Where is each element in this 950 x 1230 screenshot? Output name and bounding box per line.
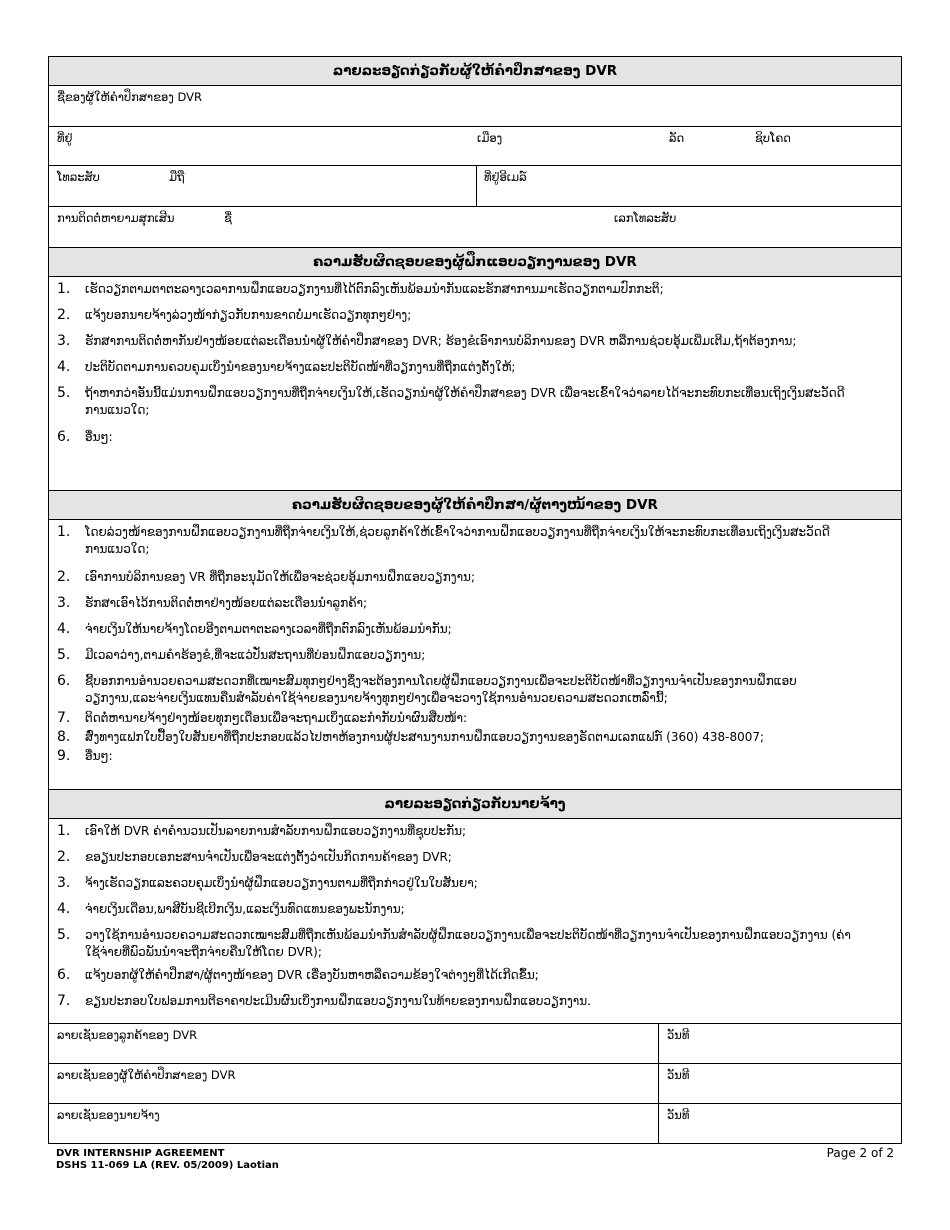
- list-item: [49, 359, 901, 385]
- phone-divider: [476, 166, 477, 206]
- item-number: 5.: [57, 385, 71, 401]
- item-number: 9.: [57, 748, 71, 764]
- item-text: ສົ່ງທາງແຟກໃບປື້ອງໃບສັນຍາທີ່ຖືກປະກອບແລ້ວໄປຫາຫ້ອງການຜູ້ປະສານງານການຝຶກແອບວຽກງານຂອງຣັດຕາມເລກແຟກ໌ (360) 438-8007;: [85, 730, 765, 744]
- item-number: 2.: [57, 307, 71, 323]
- signature-divider: [658, 1064, 659, 1103]
- list-item: [49, 993, 901, 1013]
- phone-row: [49, 166, 901, 207]
- employer-signature-row[interactable]: [49, 1104, 901, 1143]
- state-label: ລັດ: [669, 131, 685, 145]
- list-item: [49, 524, 901, 569]
- item-text: ມີເວລາວ່າງ,ຕາມຄຳຮ້ອງຂໍ,ທີ່ຈະແວ່ປັ່ນສະຖານທີ່ບ່ອນຝຶກແອບວຽກງານ;: [85, 648, 426, 662]
- item-text: ຕິດຕໍ່ຫານາຍຈ້າງຢ່າງໜ້ອຍທຸກໆເດືອນເພື່ອຈະຖາມເບິ່ງແລະກຳກັບນຳຜົນສືບໜ້າ:: [85, 711, 468, 725]
- counselor-signature-label: ລາຍເຊັນຂອງຜູ້ໃຫ້ຄຳປຶກສາຂອງ DVR: [57, 1068, 236, 1082]
- item-number: 3.: [57, 875, 71, 891]
- list-item: [49, 333, 901, 359]
- signature-divider: [658, 1104, 659, 1143]
- item-number: 3.: [57, 333, 71, 349]
- list-item: [49, 595, 901, 621]
- item-text: ອື່ນໆ:: [85, 430, 113, 444]
- list-item[interactable]: [49, 429, 901, 455]
- item-number: 7.: [57, 993, 71, 1009]
- form-title: DVR INTERNSHIP AGREEMENT: [56, 1148, 225, 1159]
- item-number: 1.: [57, 281, 71, 297]
- item-number: 6.: [57, 429, 71, 445]
- list-item: [49, 823, 901, 849]
- list-item: [49, 647, 901, 673]
- counselor-signature-row[interactable]: [49, 1064, 901, 1104]
- item-number: 5.: [57, 647, 71, 663]
- item-number: 1.: [57, 823, 71, 839]
- item-text: ແຈ້ງບອກນາຍຈ້າງລ່ວງໜ້າກ່ຽວກັບການຂາດບໍ່ມາເຮັດວຽກທຸກໆຢ່າງ;: [85, 308, 412, 322]
- item-number: 3.: [57, 595, 71, 611]
- section-counselor-responsibilities-heading: ຄວາມຮັບຜິດຊອບຂອງຜູ້ໃຫ້ຄຳປຶກສາ/ຜູ້ຕາງໜ້າຂອງ DVR: [49, 491, 901, 520]
- cell-label: ມືຖື: [169, 170, 185, 184]
- client-signature-row[interactable]: [49, 1024, 901, 1064]
- list-item: [49, 673, 901, 710]
- employer-responsibilities-list: [49, 819, 901, 1024]
- list-item: [49, 710, 901, 729]
- list-item: [49, 621, 901, 647]
- signature-divider: [658, 1024, 659, 1063]
- list-item: [49, 281, 901, 307]
- item-text: ຂຽນປະກອບໃບຟອມການຕີຣາຄາປະເມີນຜົນເບິ່ງການຝຶກແອບວຽກງານໃນທ້າຍຂອງການຝຶກແອບວຽກງານ.: [85, 994, 591, 1008]
- item-text: ຮັກສາການຕິດຕໍ່ຫາກັນຢ່າງໜ້ອຍແຕ່ລະເດືອນນຳຜູ້ໃຫ້ຄຳປຶກສາຂອງ DVR; ຮ້ອງຂໍເອົາການບໍລິການຂອງ DVR ຫລືການຊ່ວຍອຸ້ມເພີ່ມເຕີມ,ຖ້າຕ້ອງການ;: [85, 334, 797, 348]
- item-number: 2.: [57, 849, 71, 865]
- item-text: ວາງໃຊ້ການອຳນວຍຄວາມສະດວກເໝາະສົມທີ່ຖືກເຫັນພ້ອມນຳກັນສຳລັບຜູ້ຝຶກແອບວຽກງານເພື່ອຈະປະຕິບັດໜ້າທີ່ວຽກງານຈຳເປັນຂອງການຝຶກແອບວຽກງານ (ຄ່າໃຊ້ຈ່າຍທີ່ພົວພັນນຳຈະຖືກຈ່າຍຄືນໃຫ້ໂດຍ DVR);: [85, 928, 851, 959]
- item-text: ເຮັດວຽກຕາມຕາຕະລາງເວລາການຝຶກແອບວຽກງານທີ່ໄດ້ຕົກລົງເຫັນພ້ອມນຳກັນແລະຮັກສາການມາເຮັດວຽກຕາມປົກກະຕິ;: [85, 282, 664, 296]
- item-text: ຖ້າຫາກວ່າອັນນີ້ແມ່ນການຝຶກແອບວຽກງານທີ່ຖືກຈ່າຍເງິນໃຫ້,ເຮັດວຽກນຳຜູ້ໃຫ້ຄຳປຶກສາຂອງ DVR ເພື່ອຈະເຂົ້າໃຈວ່າລາຍໄດ້ຈະກະທົບກະເທືອນເຖິງເງິນສະວັດດີການແນວໃດ;: [85, 386, 845, 417]
- counselor-name-row[interactable]: [49, 86, 901, 127]
- list-item: [49, 307, 901, 333]
- client-date-label: ວັນທີ: [667, 1028, 690, 1042]
- item-text: ເອົາການບໍລິການຂອງ VR ທີ່ຖືກອະນຸມັດໃຫ້ເພື່ອຈະຊ່ວຍອຸ້ມການຝຶກແອບວຽກງານ;: [85, 570, 475, 584]
- item-text: ຊີ້ບອກການອຳນວຍຄວາມສະດວກທີ່ເໝາະສົມທຸກໆຢ່າງຊຶ່ງຈະຕ້ອງການໂດຍຜູ້ຝຶກແອບວຽກງານເພື່ອຈະປະຕິບັດໜ້າທີ່ວຽກງານຈຳເປັນຂອງການຝຶກແອບວຽກງານ,ແລະຈ່າຍເງິນແທນຄືນສຳລັບຄ່າໃຊ້ຈ່າຍຂອງນາຍຈ້າງທຸກໆຢ່າງເພື່ອຈະວາງໃຊ້ການອຳນວຍຄວາມສະດວກເຫລົ່ານີ້;: [85, 674, 797, 705]
- item-number: 7.: [57, 710, 71, 726]
- item-text: ແຈ້ງບອກຜູ້ໃຫ້ຄຳປຶກສາ/ຜູ້ຕາງໜ້າຂອງ DVR ເຣື່ອງບັນຫາຫລືຄວາມຂ້ອງໃຈຕ່າງໆທີ່ໄດ້ເກີດຂຶ້ນ;: [85, 968, 539, 982]
- form-footer: [56, 1148, 279, 1172]
- client-signature-label: ລາຍເຊັນຂອງລູກຄ້າຂອງ DVR: [57, 1028, 198, 1042]
- list-item: [49, 385, 901, 429]
- item-number: 5.: [57, 927, 71, 943]
- item-text: ຮັກສາເອົາໄວ້ການຕິດຕໍ່ຫາຢ່າງໜ້ອຍແຕ່ລະເດືອນນຳລູກຄ້າ;: [85, 596, 368, 610]
- intern-responsibilities-list: [49, 277, 901, 491]
- emergency-name-label: ຊື່: [224, 211, 232, 225]
- zip-label: ຊິບໂຄດ: [755, 131, 791, 145]
- item-number: 1.: [57, 524, 71, 540]
- address-row[interactable]: [49, 127, 901, 166]
- employer-date-label: ວັນທີ: [667, 1108, 690, 1122]
- city-label: ເມືອງ: [477, 131, 503, 145]
- list-item: [49, 849, 901, 875]
- item-text: ຈ້າງເຮັດວຽກແລະຄວບຄຸມເບິ່ງນຳຜູ້ຝຶກແອບວຽກງານຕາມທີ່ຖືກກ່າວຢູ່ໃນໃບສັນຍາ;: [85, 876, 478, 890]
- email-label: ທີ່ຢູ່ອີເມລ໌: [484, 170, 527, 184]
- internship-agreement-form: [48, 56, 902, 1144]
- item-number: 4.: [57, 901, 71, 917]
- page-number: Page 2 of 2: [826, 1146, 894, 1160]
- form-number: DSHS 11-069 LA (REV. 05/2009) Laotian: [56, 1160, 279, 1171]
- section-intern-responsibilities-heading: ຄວາມຮັບຜິດຊອບຂອງຜູ້ຝຶກແອບວຽກງານຂອງ DVR: [49, 248, 901, 277]
- item-number: 4.: [57, 621, 71, 637]
- item-number: 6.: [57, 967, 71, 983]
- item-number: 2.: [57, 569, 71, 585]
- item-number: 4.: [57, 359, 71, 375]
- list-item: [49, 569, 901, 595]
- address-label: ທີ່ຢູ່: [57, 131, 73, 145]
- list-item: [49, 729, 901, 748]
- emergency-phone-label: ເລກໂທລະສັບ: [614, 211, 677, 225]
- list-item: [49, 927, 901, 967]
- emergency-label: ການຕິດຕໍ່ຫາຍາມສຸກເສີນ: [57, 211, 175, 225]
- list-item: [49, 875, 901, 901]
- list-item: [49, 967, 901, 993]
- counselor-responsibilities-list: [49, 520, 901, 790]
- item-text: ເອົາໃຫ້ DVR ຄ່າຄຳນວນເປັນລາຍການສຳລັບການຝຶກແອບວຽກງານທີ່ຊຸບປະກັນ;: [85, 824, 467, 838]
- item-number: 6.: [57, 673, 71, 689]
- item-text: ຂອຽນປະກອບເອກະສານຈຳເປັນເພື່ອຈະແຕ່ງຕັ້ງວ່າເປັນກິດການຄ້າຂອງ DVR;: [85, 850, 452, 864]
- phone-label: ໂທລະສັບ: [57, 170, 100, 184]
- list-item: [49, 901, 901, 927]
- counselor-date-label: ວັນທີ: [667, 1068, 690, 1082]
- item-text: ຈ່າຍເງິນເດືອນ,ພາສີບັນຊີເບີກເງິນ,ແລະເງິນທົດແທນຂອງພະນັກງານ;: [85, 902, 405, 916]
- counselor-name-label: ຊື່ຂອງຜູ້ໃຫ້ຄຳປຶກສາຂອງ DVR: [57, 90, 202, 104]
- item-text: ຈ່າຍເງິນໃຫ້ນາຍຈ້າງໂດຍອີງຕາມຕາຕະລາງເວລາທີ່ຖືກຕົກລົງເຫັນພ້ອມນຳກັນ;: [85, 622, 452, 636]
- section-employer-responsibilities-heading: ລາຍລະອຽດກ່ຽວກັບນາຍຈ້າງ: [49, 790, 901, 819]
- list-item[interactable]: [49, 748, 901, 767]
- item-text: ອື່ນໆ:: [85, 749, 113, 763]
- item-text: ປະຕິບັດຕາມການຄວບຄຸມເບິ່ງນຳຂອງນາຍຈ້າງແລະປະຕິບັດໜ້າທີ່ວຽກງານທີ່ຖືກແຕ່ງຕັ້ງໃຫ້;: [85, 360, 516, 374]
- emergency-contact-row[interactable]: [49, 207, 901, 248]
- section-counselor-info-heading: ລາຍລະອຽດກ່ຽວກັບຜູ້ໃຫ້ຄຳປຶກສາຂອງ DVR: [49, 57, 901, 86]
- item-text: ໂດຍລ່ວງໜ້າຂອງການຝຶກແອບວຽກງານທີ່ຖືກຈ່າຍເງິນໃຫ້,ຊ່ວຍລູກຄ້າໃຫ້ເຂົ້າໃຈວ່າການຝຶກແອບວຽກງານທີ່ຖືກຈ່າຍເງິນໃຫ້ຈະກະທົບກະເທືອນເຖິງເງິນສະວັດດີການແນວໃດ;: [85, 525, 830, 556]
- item-number: 8.: [57, 729, 71, 745]
- employer-signature-label: ລາຍເຊັນຂອງນາຍຈ້າງ: [57, 1108, 160, 1122]
